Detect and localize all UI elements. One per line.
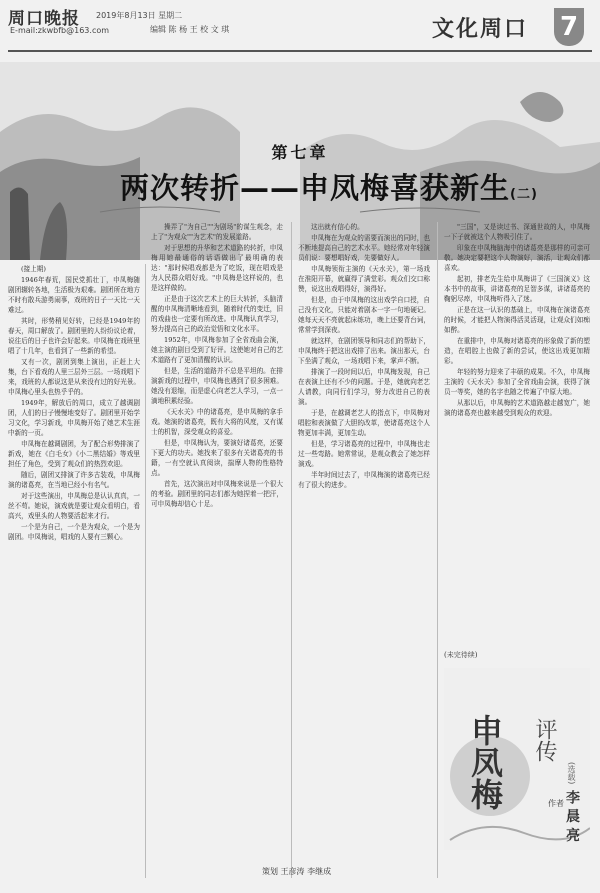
article-column-1 <box>8 264 140 874</box>
footer-credit: 策划 王彦涛 李继成 <box>262 867 332 876</box>
article-paragraph: 一个是为自己，一个是为观众，一个是为剧团。申凤梅说，唱戏的人要有三颗心。 <box>8 523 140 541</box>
article-paragraph: 正是由于这次艺术上的巨大转折，头脑清醒的申凤梅清晰地看到，随着时代的变迁，旧的戏曲也一定要有所改进。申凤梅认真学习，努力提高自己的政治觉悟和文化水平。 <box>151 295 283 333</box>
article-paragraph: 年轻的努力迎来了丰硕的成果。不久，申凤梅主演的《天水关》参加了全省戏曲会演，获得了演员一等奖，她的名字也随之传遍了中原大地。 <box>444 368 590 396</box>
feature-logo-tag: (选载) <box>567 762 576 785</box>
article-column-2 <box>151 222 283 874</box>
article-column-3 <box>298 222 430 874</box>
column-divider <box>145 264 146 878</box>
article-paragraph: 正是在这一认识的基础上，申凤梅在演诸葛亮的时候，才能把人物演得活灵活现，让观众们如痴如醉。 <box>444 306 590 334</box>
article-paragraph: 在重排中，申凤梅对诸葛亮的形象做了新的塑造，在唱腔上也做了新的尝试，使这出戏更加精彩。 <box>444 337 590 365</box>
article-paragraph: 对于这些演出，申凤梅总是认认真真，一丝不苟。她说，演戏就是要让观众看明白，看高兴，戏里头的人物要活起来才行。 <box>8 492 140 520</box>
article-paragraph: 就这样，在剧团领导和同志们的帮助下，申凤梅终于把这出戏排了出来。演出那天，台下坐满了观众，一场戏唱下来，掌声不断。 <box>298 337 430 365</box>
author-label: 作者 <box>548 799 564 808</box>
article-paragraph: 于是，在越调老艺人的指点下，申凤梅对唱腔和表演做了大胆的改革，使诸葛亮这个人物更加丰满，更加生动。 <box>298 409 430 437</box>
article-paragraph: 又有一次，剧团到集上演出，正赶上大集，台下看戏的人里三层外三层。一场戏唱下来，戏班的人都说这是从来没有过的好光景。申凤梅心里头也热乎乎的。 <box>8 358 140 396</box>
page-footer <box>0 862 600 882</box>
article-paragraph: 但是，学习诸葛亮的过程中，申凤梅也走过一些弯路。她常常说，是观众教会了她怎样演戏。 <box>298 440 430 468</box>
article-paragraph: 但是，生活的道路并不总是平坦的。在排演新戏的过程中，申凤梅也遇到了很多困难。她没有退缩，而是虚心向老艺人学习，一点一滴地积累经验。 <box>151 367 283 405</box>
article-paragraph: 从那以后，申凤梅的艺术道路越走越宽广，她演的诸葛亮也越来越受到观众的欢迎。 <box>444 399 590 417</box>
chapter-label: 第七章 <box>271 143 329 162</box>
article-paragraph: 但是，申凤梅认为，要演好诸葛亮，还要下更大的功夫。她找来了很多有关诸葛亮的书籍，一有空就认真阅读，揣摩人物的性格特点。 <box>151 439 283 477</box>
article-paragraph: 首先，这次演出对申凤梅来说是一个很大的考验。剧团里的同志们都为她捏着一把汗，可申凤梅却信心十足。 <box>151 480 283 508</box>
article-paragraph: 《天水关》中的诸葛亮，是申凤梅的拿手戏。她演的诸葛亮，既有大将的风度，又有谋士的机智，深受观众的喜爱。 <box>151 408 283 436</box>
article-paragraph: (接上期) <box>21 265 46 273</box>
article-column-4 <box>444 222 590 650</box>
article-paragraph: 申凤梅在越调剧团，为了配合形势排演了新戏，她在《白毛女》《小二黑结婚》等戏里担任了角色，受到了观众们的热烈欢迎。 <box>8 440 140 468</box>
column-divider <box>437 222 438 878</box>
article-headline <box>120 166 538 207</box>
column-divider <box>291 222 292 878</box>
article-paragraph: 排演了一段时间以后，申凤梅发现，自己在表演上还有不少的问题。于是，她就向老艺人请教，向同行们学习，努力改进自己的表演。 <box>298 368 430 406</box>
article-paragraph: 对于思想的升华和艺术道路的转折，申凤梅用她最通俗的话语做出了最明确的表达："那时候唱戏都是为了吃饭，现在唱戏是为人民群众唱好戏。"申凤梅是这样说的，也是这样做的。 <box>151 244 283 292</box>
page-number-badge: 7 <box>554 8 584 46</box>
article-paragraph: 这出就有信心的。 <box>311 223 364 231</box>
article-paragraph: 1946年春荒，国民党抓壮丁，申凤梅随剧团辗转各地，生活极为艰难。剧团所在地方不时有散兵游勇闹事，戏班的日子一天比一天难过。 <box>8 276 140 314</box>
feature-logo-subtitle: 评传 <box>532 718 557 762</box>
article-paragraph: 半年时间过去了，申凤梅演的诸葛亮已经有了很大的进步。 <box>298 471 430 489</box>
article-paragraph: 1952年，申凤梅参加了全省戏曲会演，她主演的剧目受到了好评。这使她对自己的艺术道路有了更加清醒的认识。 <box>151 336 283 364</box>
article-paragraph: "三国"，又是读过书、深通世故的人，申凤梅一下子就被这个人物吸引住了。 <box>444 223 590 241</box>
article-paragraph: 申凤梅领衔主演的《天水关》，第一场戏在淮阳开幕，就赢得了满堂彩。观众们交口称赞，说这出戏唱得好，演得好。 <box>298 265 430 293</box>
paper-name: 周口晚报 <box>8 9 80 29</box>
editor-line: 编辑 陈 杨 王 校 文 琪 <box>150 25 230 34</box>
section-title: 文化周口 <box>432 16 529 42</box>
feature-logo <box>444 668 590 850</box>
to-be-continued: (未完待续) <box>444 651 478 659</box>
article-paragraph: 但是，由于申凤梅的这出戏学自口授，自己没有文化，只能对着剧本一字一句地硬记。她每天天不亮就起床练功，晚上还要背台词，常常学到深夜。 <box>298 296 430 334</box>
article-paragraph: 随后，剧团又排演了许多古装戏，申凤梅演的诸葛亮，在当地已经小有名气。 <box>8 471 140 489</box>
article-paragraph: 起初，排老先生给申凤梅讲了《三国演义》这本书中的故事，讲诸葛亮的足智多谋，讲诸葛亮的鞠躬尽瘁，申凤梅听得入了迷。 <box>444 275 590 303</box>
issue-date: 2019年8月13日 星期二 <box>96 11 183 20</box>
article-paragraph: 1949年，解放后的周口，成立了越调剧团，人们的日子慢慢地变好了。剧团里开始学习文化，学习新戏，申凤梅开始了她艺术生涯中新的一页。 <box>8 399 140 437</box>
paper-email: E-mail:zkwbfb@163.com <box>10 26 110 35</box>
article-paragraph: 申凤梅在为观众的需要而演出的同时，也不断地提高自己的艺术水平。她经常对年轻演员们说：要想唱好戏，先要做好人。 <box>298 234 430 262</box>
article-paragraph: 其时，形势稍见好转，已经是1949年的春天，周口解放了。剧团里的人纷纷议论着，说往后的日子也许会好起来。申凤梅在戏班里唱了十几年，也看到了一些新的希望。 <box>8 317 140 355</box>
masthead-rule <box>8 50 592 52</box>
article-paragraph: 印象在申凤梅脑海中的诸葛亮是那样的可亲可敬。她决定要把这个人物演好，演活，让观众们都喜欢。 <box>444 244 590 272</box>
headline-part: (二) <box>510 187 538 202</box>
article-paragraph: 操弄了"为自己""为剧场"的谋生观念，走上了"为观众""为艺术"的发展道路。 <box>151 223 283 241</box>
headline-text: 两次转折——申凤梅喜获新生 <box>120 171 511 205</box>
author-name: 李 晨 亮 <box>564 790 580 842</box>
masthead <box>0 0 600 58</box>
feature-logo-name: 申凤梅 <box>466 714 504 810</box>
